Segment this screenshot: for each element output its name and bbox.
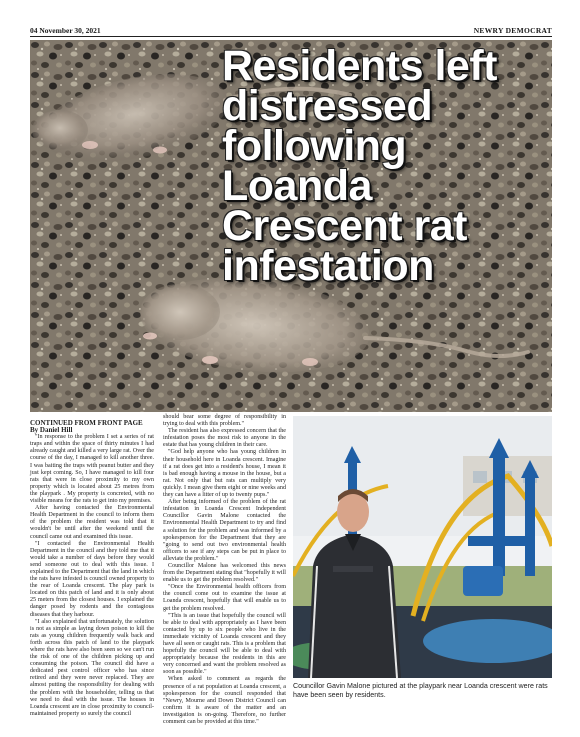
paragraph: The resident has also expressed concern that the infestation poses the most risk to anyone in the estate that has young children in their care.: [163, 428, 286, 449]
page-date: 04 November 30, 2021: [30, 26, 101, 35]
continued-label: CONTINUED FROM FRONT PAGE: [30, 419, 143, 427]
article-column-2: [163, 414, 286, 726]
paragraph: "In response to the problem I set a series of rat traps and within the space of thirty minutes I had already caught and killed a very large rat. Over the course of the day, I managed to kill another three. I was baiting the traps with peanut butter and they just kept coming. So, I have managed to kill four rats that were in close proximity to my own property which is located about 25 metres from the playpark . My property is concreted, with no visible means for the rats to get into my premises.: [30, 434, 154, 505]
paragraph: After being informed of the problem of the rat infestation in Loanda Crescent Independent Councillor Gavin Malone contacted the Environmental Health Department to try and find a solution for the problem and was informed by a spokesperson for the Department that they are "going to send out two environmental health officers to see if any steps can be put in place to alleviate the problem.": [163, 499, 286, 562]
page-header: [30, 24, 552, 37]
councillor-photo: [293, 416, 552, 678]
headline: Residents left distressed following Loanda Crescent rat infestation: [222, 42, 497, 290]
paragraph: should bear some degree of responsibility in trying to deal with this problem.": [163, 414, 286, 428]
paragraph: "Once the Environmental health officers from the council come out to examine the issue at Loanda crescent, hopefully that will enable us to get the problem resolved.: [163, 584, 286, 612]
paragraph: "This is an issue that hopefully the council will be able to deal with appropriately as I have been contacted by up to six people who live in the immediate vicinity of Loanda crescent and they have all seen or caught rats. This is a problem that hopefully the council will be able to deal with appropriately because the residents in this are very concerned and want the problem resolved as soon as possible.": [163, 612, 286, 676]
paragraph: "I also explained that unfortunately, the solution is not as simple as laying down poison to kill the rats as young children frequently walk back and forth across this patch of land to the playpark where the rats have also been seen so we can't run the risk of one of the children picking up and consuming the poison. The council did have a dedicated pest control officer who has since retired and they were never replaced. They are almost putting the responsibility for dealing with the problem with the householder, telling us that we need to deal with the issue. The houses in Loanda crescent are in close proximity to council-maintained property so surely the council: [30, 618, 154, 717]
hero-image: [30, 40, 552, 412]
paragraph: "I contacted the Environmental Health Department in the council and they told me that it would take a number of days before they would send someone out to deal with this issue. I explained to the Department that the land in which the rats have infested is council owned property to the rear of Loanda crescent. The play park is located on this patch of land and it is only about 25 meters from the closest houses. I explained the danger posed by rodents and the contagious diseases that they harbour.: [30, 540, 154, 618]
paragraph: When asked to comment as regards the presence of a rat population at Loanda crescent, a spokesperson for the council responded that "Newry, Mourne and Down District Council can confirm it is aware of the matter and an investigation is on-going. Therefore, no further comment can be provided at this time.": [163, 676, 286, 726]
paragraph: After having contacted the Environmental Health Department in the council to inform them of the problem the resident was told that it wouldn't be until after the weekend until the council came out and examined this issue.: [30, 505, 154, 540]
byline: By Daniel Hill: [30, 426, 73, 435]
paragraph: "God help anyone who has young children in their household here in Loanda crescent. Imagine if a rat does get into a resident's house, I mean it is bad enough having a mouse in the house, but a rat. Not only that but rats can multiply very quickly. I mean give them eight or nine weeks and they can have a litter of up to twenty pups.": [163, 449, 286, 499]
playpark-photo: [293, 416, 552, 678]
paragraph: Councillor Malone has welcomed this news from the Department stating that "hopefully it will enable us to get the problem resolved.": [163, 562, 286, 584]
masthead: NEWRY DEMOCRAT: [473, 26, 552, 35]
article-column-1: [30, 420, 154, 718]
photo-caption: Councillor Gavin Malone pictured at the playpark near Loanda crescent were rats have been seen by residents.: [293, 682, 548, 699]
